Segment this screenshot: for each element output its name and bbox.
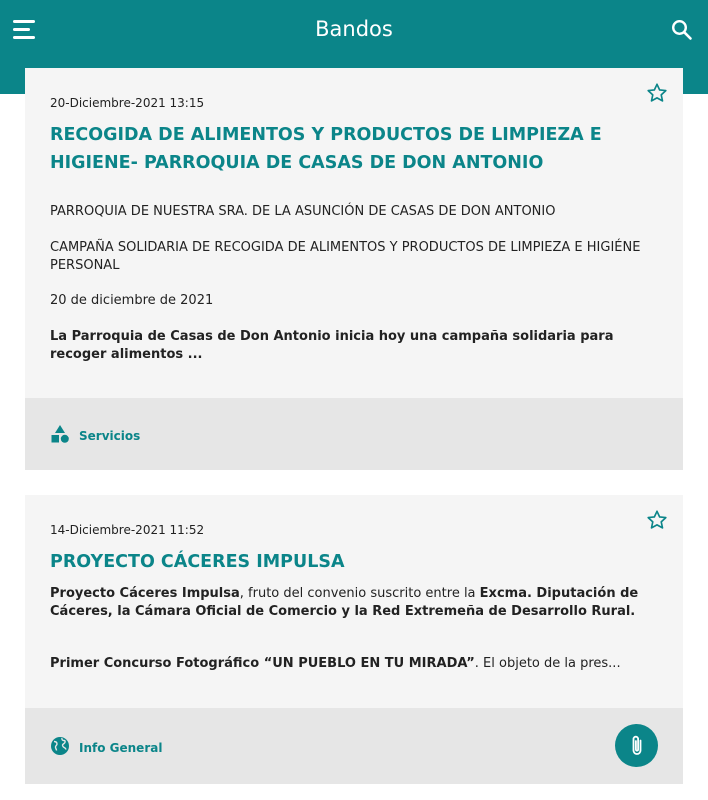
text-bold: Excma. Diputación de Cáceres, la Cámara Oficial de Comercio y la Red Extremeña de Desarrollo Rural. [50,586,639,619]
search-icon[interactable] [670,18,694,42]
globe-icon [50,736,70,760]
category-chip[interactable] [50,736,162,760]
post-paragraph: PARROQUIA DE NUESTRA SRA. DE LA ASUNCIÓN DE CASAS DE DON ANTONIO [50,204,556,219]
category-label: Servicios [79,429,141,443]
post-card[interactable] [25,68,683,470]
category-chip[interactable] [50,424,140,448]
post-footer [25,708,683,784]
text-normal: , fruto del convenio suscrito entre la [239,586,480,601]
text-normal: . El objeto de la pres... [474,656,621,671]
post-date: 14-Diciembre-2021 11:52 [50,523,205,537]
post-paragraph: 20 de diciembre de 2021 [50,293,214,308]
paperclip-icon[interactable] [615,724,658,767]
post-title[interactable]: RECOGIDA DE ALIMENTOS Y PRODUCTOS DE LIMPIEZA E HIGIENE- PARROQUIA DE CASAS DE DON ANTONIO [50,125,602,173]
post-footer [25,398,683,470]
category-label: Info General [79,741,163,755]
post-excerpt [50,655,665,673]
post-excerpt: La Parroquia de Casas de Don Antonio inicia hoy una campaña solidaria para recoger alimentos ... [50,329,614,362]
text-bold: Proyecto Cáceres Impulsa [50,586,240,601]
post-card[interactable] [25,495,683,784]
post-paragraph: CAMPAÑA SOLIDARIA DE RECOGIDA DE ALIMENTOS Y PRODUCTOS DE LIMPIEZA E HIGIÉNE PERSONAL [50,240,641,273]
post-title[interactable]: PROYECTO CÁCERES IMPULSA [50,552,345,572]
page-title: Bandos [315,17,393,41]
text-bold: Primer Concurso Fotográfico “UN PUEBLO EN TU MIRADA” [50,656,475,671]
shapes-icon [50,424,70,448]
post-date: 20-Diciembre-2021 13:15 [50,96,205,110]
star-icon[interactable] [646,509,668,531]
post-paragraph [50,585,665,621]
star-icon[interactable] [646,82,668,104]
